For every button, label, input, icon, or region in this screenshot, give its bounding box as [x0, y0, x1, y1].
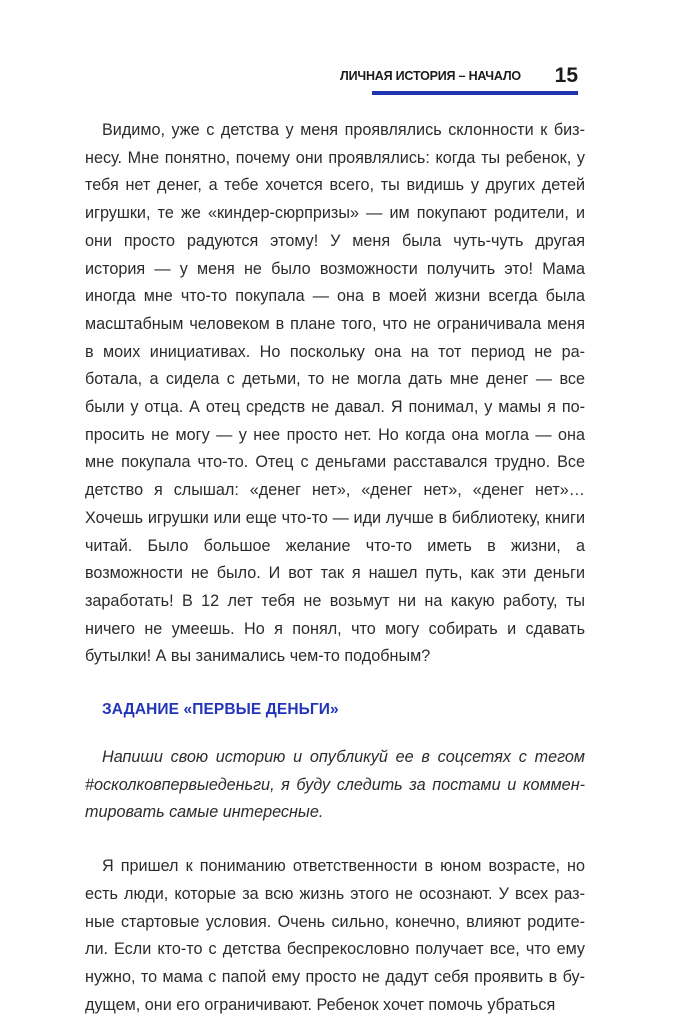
running-title: ЛИЧНАЯ ИСТОРИЯ – НАЧАЛО [340, 69, 521, 83]
header-rule [372, 91, 578, 95]
running-header [340, 64, 578, 94]
body-paragraph-2: Я пришел к пониманию ответственности в юном возрасте, но есть люди, которые за всю жизнь этого не осознают. У всех разные стартовые условия. Очень сильно, конечно, влияют родители. Если кто-то с детства беспрекословно получает все, что ему нужно, то мама с папой ему просто не дадут себя проявить в будущем, они его ограничивают. Ребенок хочет помочь убраться [85, 857, 585, 1014]
page-number: 15 [554, 64, 578, 87]
body-paragraph-1: Видимо, уже с детства у меня проявлялись склонности к бизнесу. Мне понятно, почему они проявлялись: когда ты ребенок, у тебя нет денег, а тебе хочется всего, ты видишь у других детей игрушки, те же «киндер-сюрпризы» — им покупают родители, и они просто радуются этому! У меня была чуть-чуть другая история — у меня не было возможности получить это! Мама иногда мне что-то покупала — она в моей жизни всегда была масштабным человеком в плане того, что не ограничивала меня в моих инициативах. Но поскольку она на тот период не работала, а сидела с детьми, то не могла дать мне денег — все были у отца. А отец средств не давал. Я понимал, у мамы я попросить не могу — у нее просто нет. Но когда она могла — она мне покупала что-то. Отец с деньгами расставался трудно. Все детство я слышал: «денег нет», «денег нет», «денег нет»… Хочешь игрушки или еще что-то — иди лучше в библиотеку, книги читай. Было большое желание что-то иметь в жизни, а возможности не было. И вот так я нашел путь, как эти деньги заработать! В 12 лет тебя не возьмут ни на какую работу, ты ничего не умеешь. Но я понял, что могу собирать и сдавать бутылки! А вы занимались чем-то подобным? [85, 121, 585, 666]
page-content [85, 117, 585, 1019]
task-text: Напиши свою историю и опубликуй ее в соцсетях с тегом #осколковпервыеденьги, я буду следить за постами и комментировать самые интересные. [85, 748, 585, 822]
section-heading: ЗАДАНИЕ «ПЕРВЫЕ ДЕНЬГИ» [102, 701, 339, 719]
